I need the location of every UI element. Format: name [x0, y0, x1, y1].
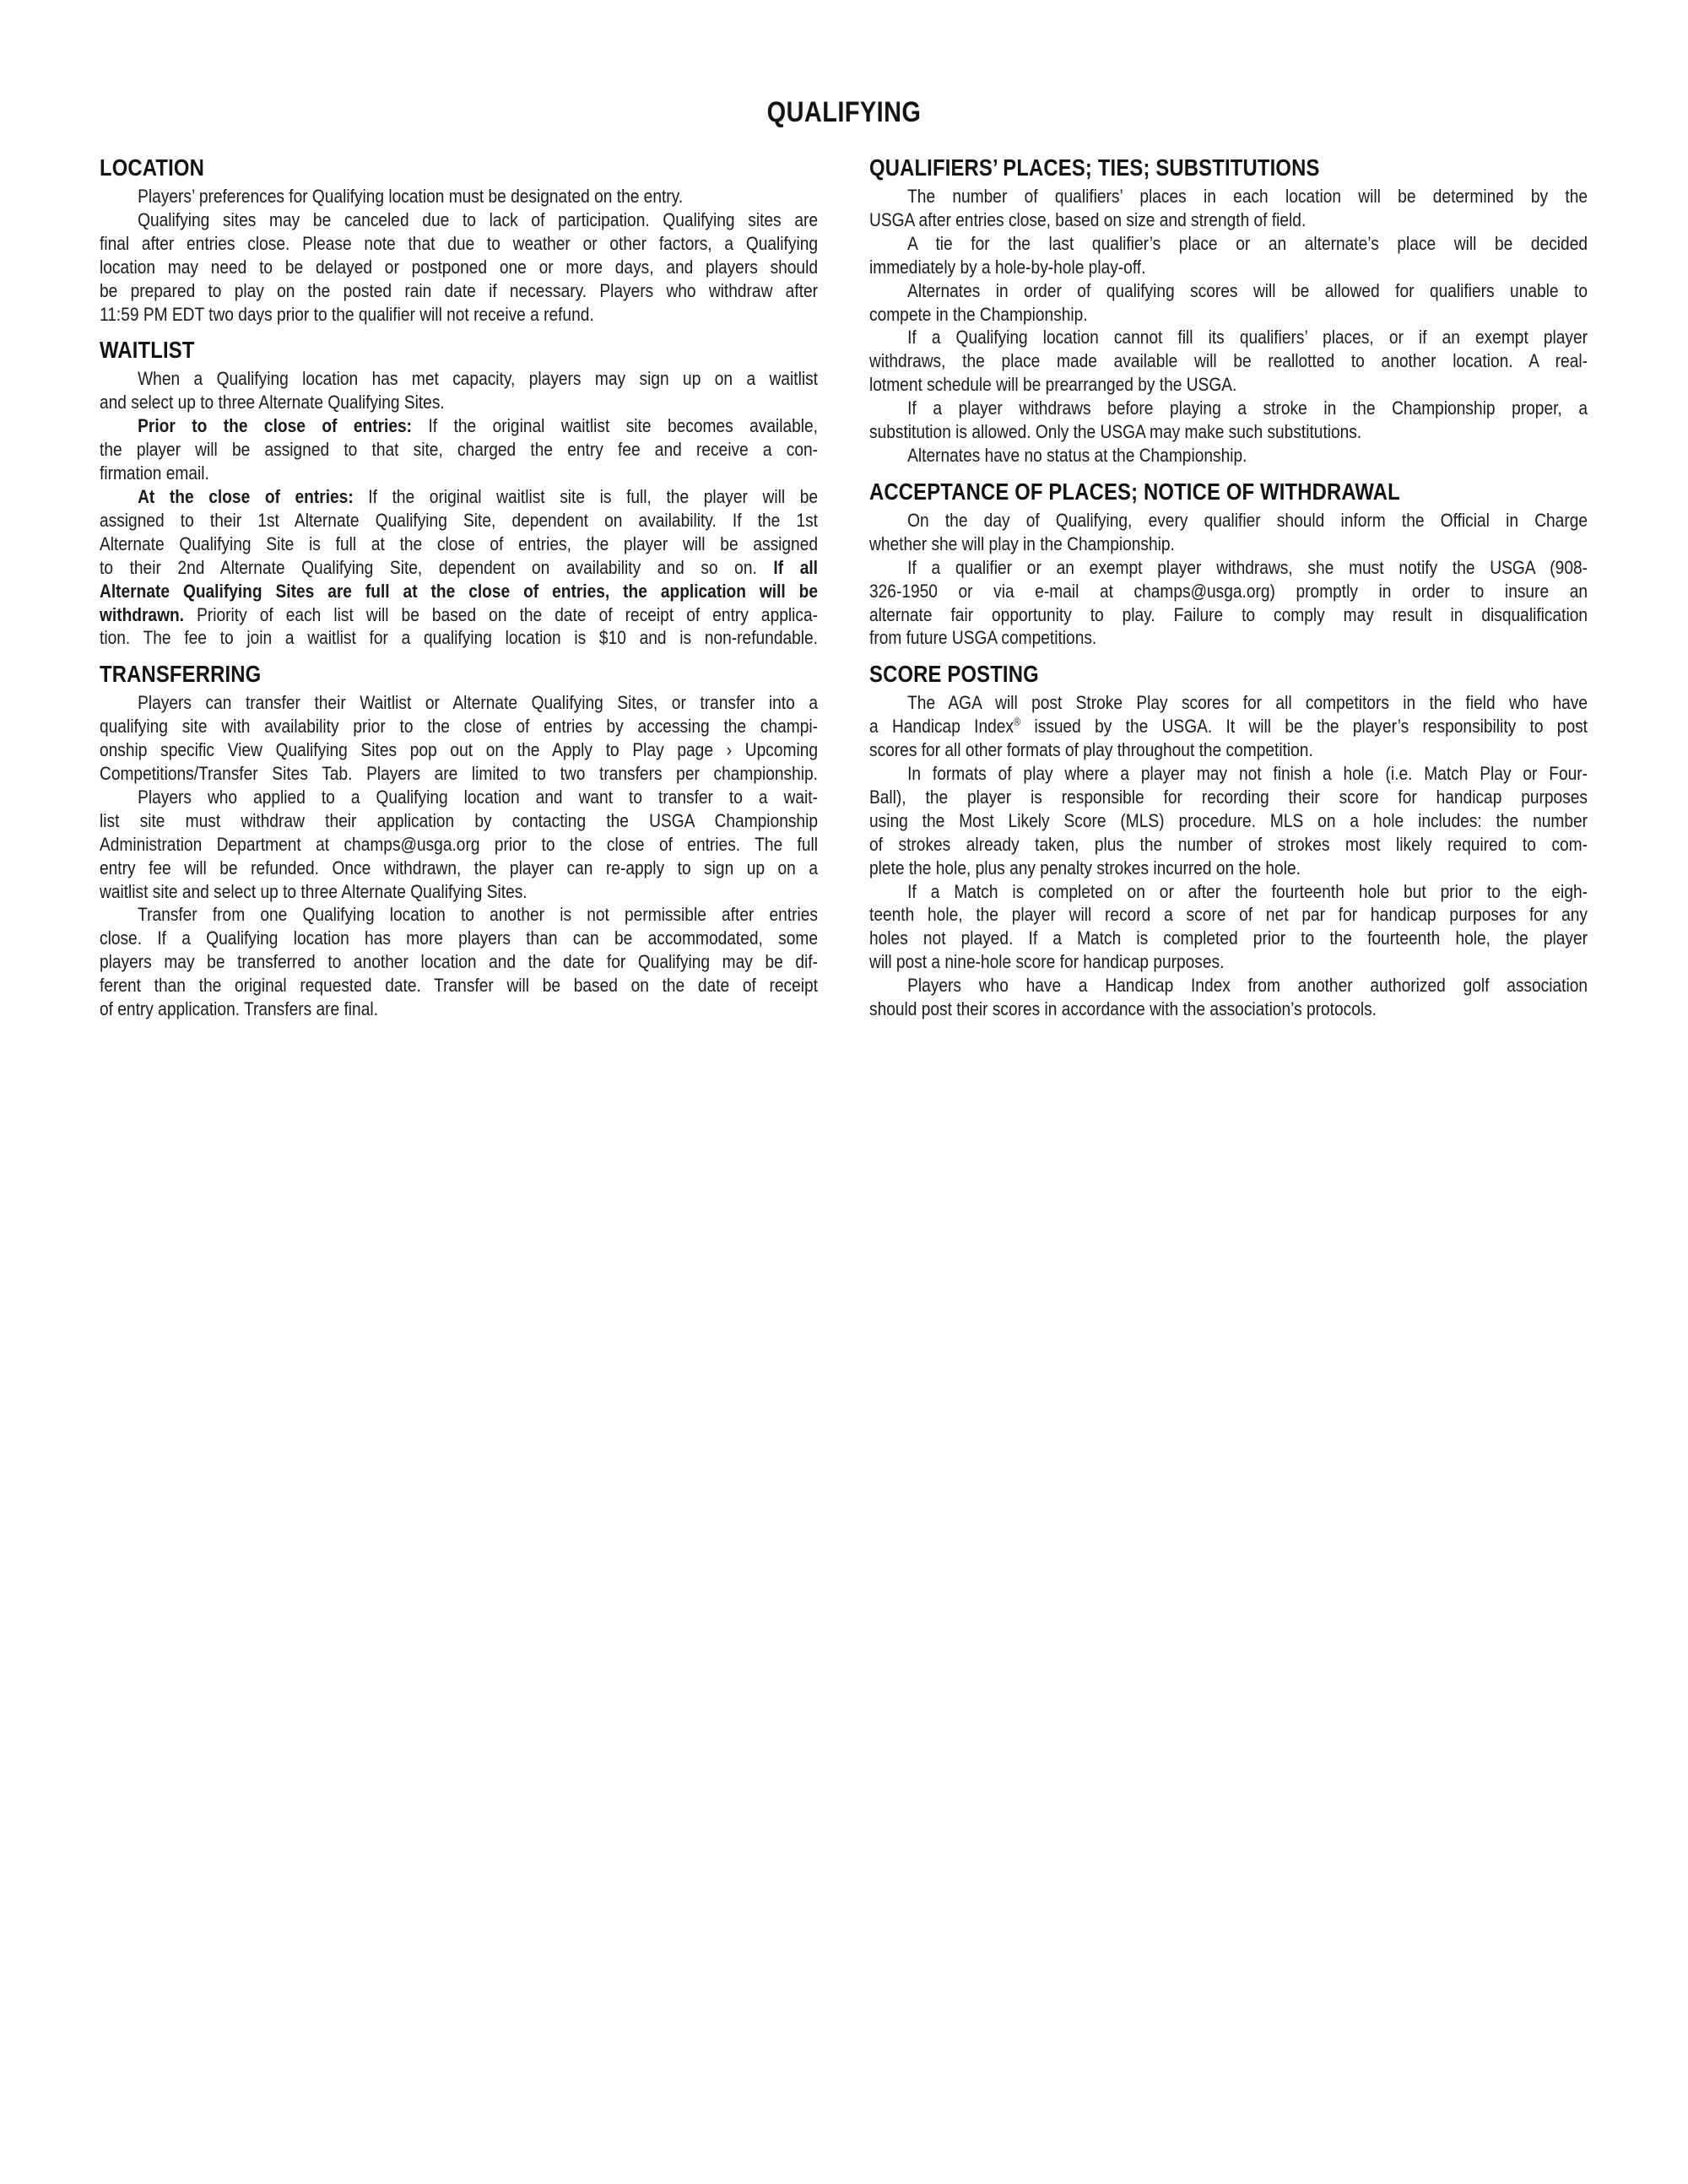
section-heading: WAITLIST — [100, 337, 195, 364]
paragraph — [869, 509, 1588, 556]
text-line: Players who applied to a Qualifying location and want to transfer to a wait- — [138, 786, 818, 808]
text-line: waitlist site and select up to three Alternate Qualifying Sites. — [100, 880, 528, 902]
paragraph — [100, 691, 818, 786]
text-line: of entry application. Transfers are final. — [100, 998, 378, 1020]
paragraph — [100, 185, 818, 208]
section — [100, 662, 818, 1021]
text-line: teenth hole, the player will record a score of net par for handicap purposes for any — [869, 904, 1588, 926]
text-line: from future USGA competitions. — [869, 627, 1097, 649]
column-left — [100, 155, 818, 1021]
section — [100, 338, 818, 650]
text-line: Players who have a Handicap Index from another authorized golf association — [907, 975, 1588, 997]
text-line: firmation email. — [100, 462, 209, 484]
paragraph — [869, 762, 1588, 880]
text-line: On the day of Qualifying, every qualifier should inform the Official in Charge — [907, 509, 1588, 531]
paragraph — [869, 397, 1588, 444]
section — [869, 155, 1588, 468]
text-line: immediately by a hole-by-hole play-off. — [869, 256, 1146, 278]
paragraph — [100, 903, 818, 1021]
text-line: lotment schedule will be prearranged by the USGA. — [869, 374, 1237, 396]
text-line: onship specific View Qualifying Sites pop out on the Apply to Play page › Upcoming — [100, 739, 818, 761]
paragraph — [869, 444, 1588, 468]
section-heading: QUALIFIERS’ PLACES; TIES; SUBSTITUTIONS — [869, 154, 1320, 181]
text-line: If a Qualifying location cannot fill its qualifiers’ places, or if an exempt player — [907, 327, 1588, 349]
text-line: Qualifying sites may be canceled due to lack of participation. Qualifying sites are — [138, 208, 818, 230]
text-line: At the close of entries: If the original waitlist site is full, the player will be — [138, 485, 818, 507]
text-line: should post their scores in accordance with the association’s protocols. — [869, 998, 1377, 1020]
paragraph — [869, 185, 1588, 232]
paragraph — [869, 326, 1588, 397]
section — [869, 479, 1588, 650]
text-line: Prior to the close of entries: If the original waitlist site becomes available, — [138, 415, 819, 437]
text-line: Administration Department at champs@usga.org prior to the close of entries. The full — [100, 833, 818, 855]
text-line: entry fee will be refunded. Once withdrawn, the player can re-apply to sign up on a — [100, 857, 818, 878]
text-line: Alternates have no status at the Championship. — [907, 444, 1247, 466]
text-line: scores for all other formats of play throughout the competition. — [869, 739, 1313, 761]
text-line: If a Match is completed on or after the fourteenth hole but prior to the eigh- — [907, 880, 1588, 902]
text-line: Competitions/Transfer Sites Tab. Players are limited to two transfers per championship. — [100, 763, 818, 785]
text-line: Alternate Qualifying Sites are full at the close of entries, the application will be — [100, 580, 818, 602]
text-line: compete in the Championship. — [869, 303, 1088, 325]
text-line: Players’ preferences for Qualifying location must be designated on the entry. — [138, 186, 684, 207]
text-line: Players can transfer their Waitlist or Alternate Qualifying Sites, or transfer into a — [138, 692, 818, 714]
text-line: Transfer from one Qualifying location to another is not permissible after entries — [138, 904, 818, 926]
paragraph — [869, 279, 1588, 327]
text-line: using the Most Likely Score (MLS) procedure. MLS on a hole includes: the number — [869, 809, 1588, 831]
section-heading: ACCEPTANCE OF PLACES; NOTICE OF WITHDRAWAL — [869, 478, 1400, 505]
paragraph — [869, 232, 1588, 279]
text-line: If a qualifier or an exempt player withdraws, she must notify the USGA (908- — [907, 556, 1588, 578]
paragraph — [100, 414, 818, 485]
text-line: plete the hole, plus any penalty strokes incurred on the hole. — [869, 857, 1301, 878]
paragraph — [100, 367, 818, 414]
text-line: substitution is allowed. Only the USGA may make such substitutions. — [869, 421, 1362, 443]
text-line: a Handicap Index® issued by the USGA. It will be the player’s responsibility to post — [869, 715, 1588, 738]
section-heading: LOCATION — [100, 154, 205, 181]
text-line: close. If a Qualifying location has more players than can be accommodated, some — [100, 927, 818, 949]
text-line: will post a nine-hole score for handicap purposes. — [869, 951, 1225, 973]
text-line: Ball), the player is responsible for recording their score for handicap purposes — [869, 786, 1588, 808]
text-line: list site must withdraw their application by contacting the USGA Championship — [100, 809, 818, 831]
page-title: QUALIFYING — [766, 96, 922, 128]
section — [869, 662, 1588, 1021]
text-line: USGA after entries close, based on size and strength of field. — [869, 208, 1307, 230]
text-line: alternate fair opportunity to play. Failure to comply may result in disqualification — [869, 603, 1588, 625]
text-line: ferent than the original requested date. Transfer will be based on the date of receipt — [100, 975, 818, 997]
paragraph — [869, 974, 1588, 1021]
paragraph — [100, 786, 818, 904]
text-line: of strokes already taken, plus the number of strokes most likely required to com- — [869, 833, 1588, 855]
text-line: holes not played. If a Match is completed prior to the fourteenth hole, the player — [869, 927, 1588, 949]
paragraph — [869, 691, 1588, 762]
text-line: be prepared to play on the posted rain date if necessary. Players who withdraw after — [100, 279, 818, 301]
text-line: whether she will play in the Championship. — [869, 532, 1175, 554]
column-right — [869, 155, 1588, 1021]
text-line: If a player withdraws before playing a stroke in the Championship proper, a — [907, 397, 1588, 419]
text-line: the player will be assigned to that site, charged the entry fee and receive a con- — [100, 439, 818, 461]
paragraph — [100, 485, 818, 650]
text-line: 326-1950 or via e-mail at champs@usga.org) promptly in order to insure an — [869, 580, 1588, 602]
text-line: In formats of play where a player may not finish a hole (i.e. Match Play or Four- — [907, 763, 1588, 785]
text-line: to their 2nd Alternate Qualifying Site, dependent on availability and so on. If all — [100, 556, 819, 578]
section — [100, 155, 818, 326]
paragraph — [869, 556, 1588, 651]
text-line: and select up to three Alternate Qualifying Sites. — [100, 392, 445, 414]
text-line: When a Qualifying location has met capacity, players may sign up on a waitlist — [138, 368, 818, 390]
registered-mark: ® — [1014, 715, 1021, 728]
paragraph — [100, 208, 818, 327]
text-line: location may need to be delayed or postponed one or more days, and players should — [100, 256, 818, 278]
text-line: tion. The fee to join a waitlist for a qualifying location is $10 and is non-refundable. — [100, 627, 818, 649]
text-line: withdrawn. Priority of each list will be based on the date of receipt of entry applica- — [100, 603, 818, 625]
section-heading: TRANSFERRING — [100, 661, 262, 688]
text-line: qualifying site with availability prior to the close of entries by accessing the champi- — [100, 716, 818, 738]
text-line: Alternate Qualifying Site is full at the close of entries, the player will be assigned — [100, 532, 818, 554]
text-line: players may be transferred to another location and the date for Qualifying may be dif- — [100, 951, 818, 973]
text-line: The number of qualifiers’ places in each location will be determined by the — [907, 186, 1588, 207]
text-line: 11:59 PM EDT two days prior to the qualifier will not receive a refund. — [100, 303, 594, 325]
text-line: final after entries close. Please note that due to weather or other factors, a Qualifying — [100, 232, 818, 254]
text-line: withdraws, the place made available will be reallotted to another location. A real- — [869, 350, 1588, 372]
text-line: Alternates in order of qualifying scores will be allowed for qualifiers unable to — [907, 279, 1588, 301]
text-line: The AGA will post Stroke Play scores for all competitors in the field who have — [907, 692, 1588, 714]
section-heading: SCORE POSTING — [869, 661, 1039, 688]
paragraph — [869, 880, 1588, 975]
text-line: A tie for the last qualifier’s place or an alternate’s place will be decided — [907, 232, 1588, 254]
text-line: assigned to their 1st Alternate Qualifying Site, dependent on availability. If the 1st — [100, 509, 818, 531]
